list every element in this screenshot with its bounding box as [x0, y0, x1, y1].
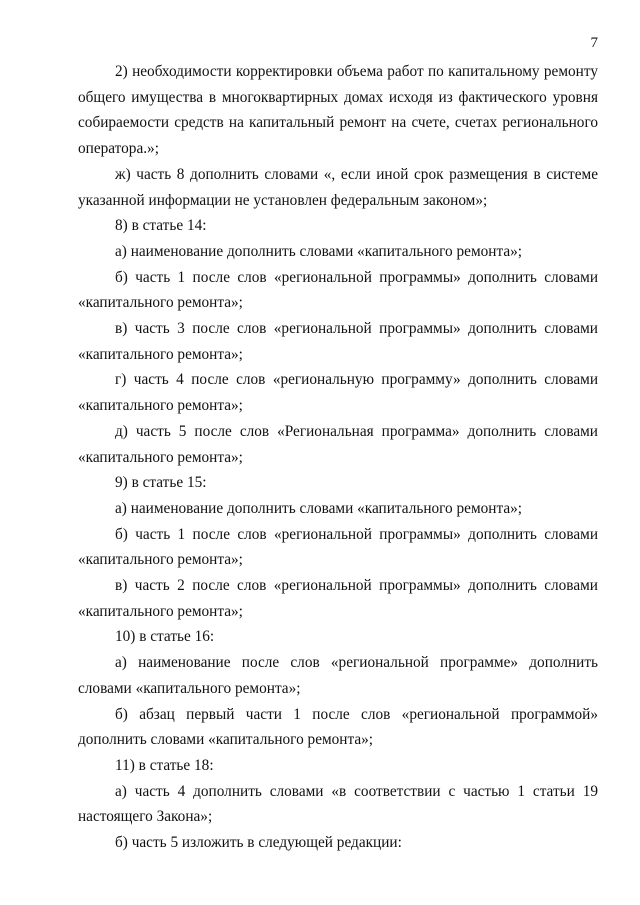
- text-line: ж) часть 8 дополнить словами «, если иной срок размещения в системе: [115, 165, 598, 183]
- text-line: б) часть 5 изложить в следующей редакции:: [115, 834, 402, 852]
- paragraph: [78, 830, 598, 856]
- paragraph: [78, 367, 598, 418]
- text-line: в) часть 2 после слов «региональной программы» дополнить словами: [115, 577, 598, 595]
- text-line: а) наименование дополнить словами «капитального ремонта»;: [115, 499, 523, 517]
- document-body: [78, 59, 598, 856]
- paragraph: [78, 753, 598, 779]
- paragraph: [78, 470, 598, 496]
- text-line: собираемости средств на капитальный ремонт на счете, счетах регионального: [78, 114, 598, 132]
- paragraph: [78, 419, 598, 470]
- text-line: «капитального ремонта»;: [78, 345, 243, 363]
- text-line: а) наименование дополнить словами «капитального ремонта»;: [115, 242, 523, 260]
- paragraph: [78, 213, 598, 239]
- paragraph: [78, 162, 598, 213]
- text-line: в) часть 3 после слов «региональной программы» дополнить словами: [115, 320, 598, 338]
- paragraph: [78, 522, 598, 573]
- paragraph: [78, 316, 598, 367]
- text-line: 8) в статье 14:: [115, 217, 207, 235]
- text-line: д) часть 5 после слов «Региональная программа» дополнить словами: [115, 422, 598, 440]
- text-line: б) часть 1 после слов «региональной программы» дополнить словами: [115, 525, 598, 543]
- text-line: настоящего Закона»;: [78, 808, 213, 826]
- paragraph: [78, 239, 598, 265]
- text-line: а) наименование после слов «региональной программе» дополнить: [115, 654, 598, 672]
- text-line: б) абзац первый части 1 после слов «региональной программой»: [115, 705, 598, 723]
- text-line: 2) необходимости корректировки объема работ по капитальному ремонту: [115, 63, 598, 80]
- text-line: указанной информации не установлен федеральным законом»;: [78, 191, 488, 209]
- paragraph: [78, 650, 598, 701]
- text-line: словами «капитального ремонта»;: [78, 679, 301, 697]
- text-line: «капитального ремонта»;: [78, 602, 243, 620]
- text-line: б) часть 1 после слов «региональной программы» дополнить словами: [115, 268, 598, 286]
- text-line: 9) в статье 15:: [115, 474, 207, 492]
- text-line: «капитального ремонта»;: [78, 551, 243, 569]
- text-line: г) часть 4 после слов «региональную программу» дополнить словами: [115, 371, 598, 389]
- text-line: оператора.»;: [78, 140, 159, 158]
- paragraph: [78, 496, 598, 522]
- text-line: «капитального ремонта»;: [78, 294, 243, 312]
- paragraph: [78, 265, 598, 316]
- paragraph: [78, 702, 598, 753]
- paragraph: [78, 573, 598, 624]
- text-line: 11) в статье 18:: [115, 756, 214, 774]
- paragraph: [78, 59, 598, 162]
- page-number: 7: [590, 35, 598, 51]
- text-line: а) часть 4 дополнить словами «в соответствии с частью 1 статьи 19: [115, 782, 598, 800]
- text-line: дополнить словами «капитального ремонта»;: [78, 731, 374, 749]
- text-line: «капитального ремонта»;: [78, 448, 243, 466]
- text-line: «капитального ремонта»;: [78, 397, 243, 415]
- paragraph: [78, 779, 598, 830]
- text-line: 10) в статье 16:: [115, 628, 215, 646]
- text-line: общего имущества в многоквартирных домах исходя из фактического уровня: [78, 88, 598, 106]
- paragraph: [78, 624, 598, 650]
